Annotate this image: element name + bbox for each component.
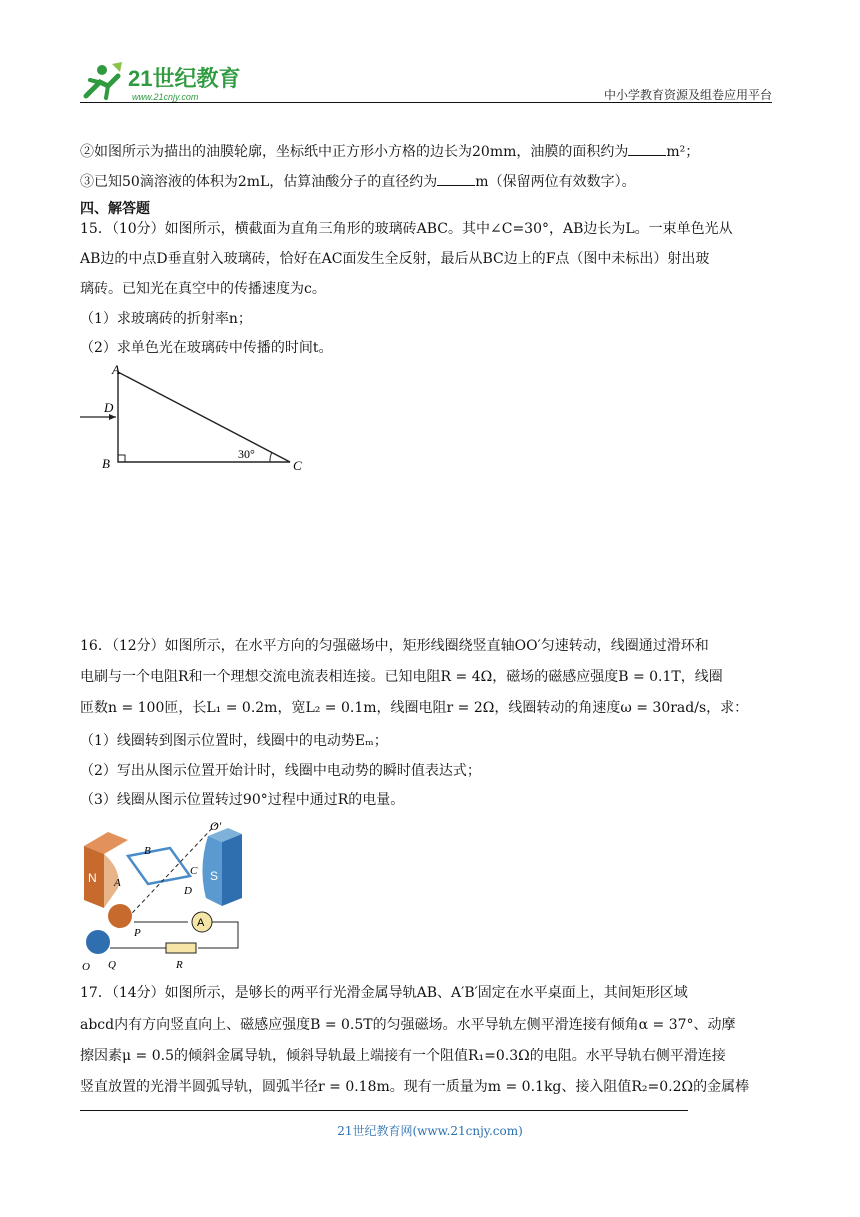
q14-part2-text: ②如图所示为描出的油膜轮廓，坐标纸中正方形小方格的边长为20mm，油膜的面积约为: [80, 144, 629, 160]
answer-blank[interactable]: [437, 171, 475, 186]
q-label: Q: [108, 959, 116, 971]
coil-c-label: C: [190, 865, 198, 877]
coil-b-label: B: [144, 845, 151, 857]
q15-triangle-figure: [78, 362, 318, 476]
angle-arc: [270, 452, 272, 462]
q14-part3-text: ③已知50滴溶液的体积为2mL，估算油酸分子的直径约为: [80, 174, 438, 190]
logo-main-text: 21世纪教育: [128, 66, 241, 91]
angle-label: 30°: [238, 447, 255, 461]
q15-sub2: （2）求单色光在玻璃砖中传播的时间t。: [80, 340, 333, 356]
q16-line2: 电刷与一个电阻R和一个理想交流电流表相连接。已知电阻R = 4Ω，磁场的磁感应强度B = 0.1T，线圈: [80, 669, 723, 685]
site-logo: [78, 58, 248, 104]
coil-a-label: A: [114, 877, 121, 889]
label-b: B: [102, 456, 110, 471]
q15-line3: 璃砖。已知光在真空中的传播速度为c。: [80, 281, 326, 297]
footer-divider: [80, 1110, 688, 1111]
q17-line2: abcd内有方向竖直向上、磁感应强度B = 0.5T的匀强磁场。水平导轨左侧平滑连接有倾角α = 37°、动摩: [80, 1017, 736, 1033]
p-label: P: [134, 927, 141, 939]
answer-blank[interactable]: [628, 141, 666, 156]
q16-generator-figure: [78, 818, 248, 978]
label-d: D: [104, 400, 114, 415]
right-angle-marker: [118, 455, 125, 462]
q16-line1: 16．（12分）如图所示，在水平方向的匀强磁场中，矩形线圈绕竖直轴OO′匀速转动，线圈通过滑环和: [80, 638, 709, 654]
q17-line4: 竖直放置的光滑半圆弧导轨，圆弧半径r = 0.18m。现有一质量为m = 0.1kg、接入阻值R₂=0.2Ω的金属棒: [80, 1079, 750, 1095]
slip-ring-icon: [108, 904, 132, 928]
q14-part3-tail: m（保留两位有效数字）。: [475, 174, 636, 190]
q16-sub1: （1）线圈转到图示位置时，线圈中的电动势Eₘ；: [80, 733, 388, 749]
logo-url-text: www.21cnjy.com: [132, 92, 199, 102]
q16-sub3: （3）线圈从图示位置转过90°过程中通过R的电量。: [80, 792, 405, 808]
q16-sub2: （2）写出从图示位置开始计时，线圈中电动势的瞬时值表达式；: [80, 763, 481, 779]
o-prime-label: O′: [210, 819, 222, 833]
q17-line1: 17．（14分）如图所示，是够长的两平行光滑金属导轨AB、A′B′固定在水平桌面上，其间矩形区域: [80, 985, 688, 1001]
runner-logo-icon: [86, 62, 122, 98]
triangle-shape: [118, 372, 290, 462]
q14-part2-unit: m²；: [666, 144, 700, 160]
o-label: O: [82, 961, 90, 973]
q17-line3: 擦因素μ = 0.5的倾斜金属导轨，倾斜导轨最上端接有一个阻值R₁=0.3Ω的电阻。水平导轨右侧平滑连接: [80, 1048, 726, 1064]
q14-part2: [80, 141, 699, 162]
footer-site-link[interactable]: 21世纪教育网(www.21cnjy.com): [337, 1124, 523, 1138]
section-title: 四、解答题: [80, 201, 150, 217]
coil-loop: [128, 848, 190, 884]
label-c: C: [293, 458, 302, 472]
q15-line2: AB边的中点D垂直射入玻璃砖，恰好在AC面发生全反射，最后从BC边上的F点（图中未标出）射出玻: [80, 251, 710, 267]
ammeter-label: A: [197, 917, 205, 929]
s-label: S: [210, 869, 219, 883]
q15-line1: 15．（10分）如图所示，横截面为直角三角形的玻璃砖ABC。其中∠C=30°，AB边长为L。一束单色光从: [80, 221, 733, 237]
coil-d-label: D: [184, 885, 192, 897]
q14-part3: [80, 171, 636, 192]
resistor-icon: [166, 943, 196, 953]
s-magnet-side: [222, 834, 242, 906]
q16-line3: 匝数n = 100匝，长L₁ = 0.2m，宽L₂ = 0.1m，线圈电阻r = 2Ω，线圈转动的角速度ω = 30rad/s，求：: [80, 700, 749, 716]
q15-sub1: （1）求玻璃砖的折射率n；: [80, 311, 252, 327]
slip-ring-icon: [86, 930, 110, 954]
n-label: N: [88, 871, 97, 885]
header-divider: [80, 102, 772, 103]
label-a: A: [112, 362, 120, 377]
header-platform-text: 中小学教育资源及组卷应用平台: [603, 88, 772, 102]
r-label: R: [176, 959, 183, 971]
